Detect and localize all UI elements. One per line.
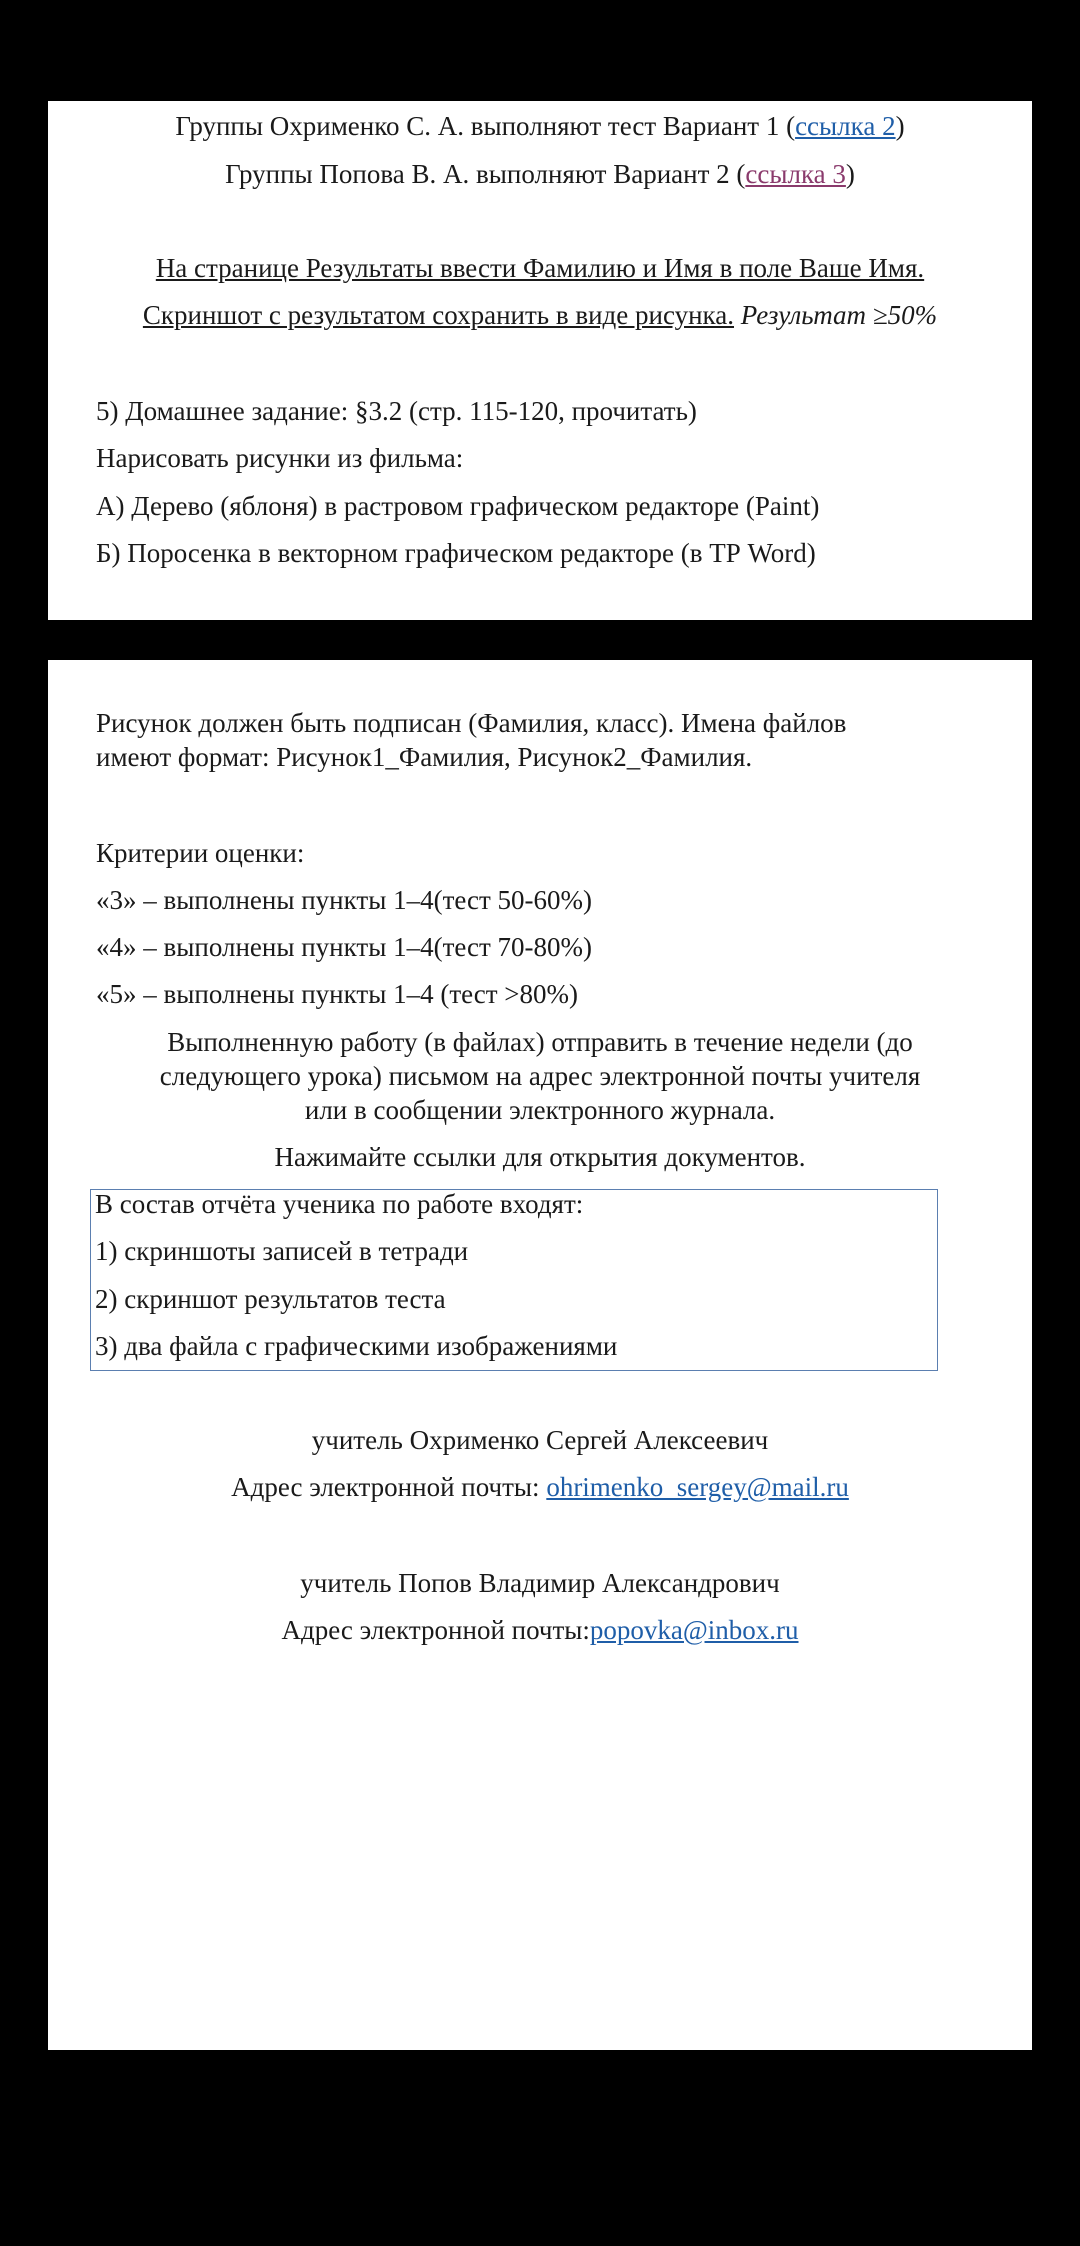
link-2[interactable]: ссылка 2 <box>795 111 896 141</box>
send-instruction-line-3: или в сообщении электронного журнала. <box>304 1095 776 1125</box>
click-links-note: Нажимайте ссылки для открытия документов. <box>274 1142 806 1172</box>
document-page-1 <box>48 101 1032 620</box>
draw-title: Нарисовать рисунки из фильма: <box>96 443 464 473</box>
report-item: 3) два файла с графическими изображениями <box>95 1331 618 1361</box>
teacher-2-email-line: Адрес электронной почты:popovka@inbox.ru <box>281 1615 799 1645</box>
screenshot-instruction: Скриншот с результатом сохранить в виде рисунка. Результат ≥50% <box>142 300 938 330</box>
teacher-1-email-line: Адрес электронной почты: ohrimenko_sergey@mail.ru <box>231 1472 849 1502</box>
criteria-item: «4» – выполнены пункты 1–4(тест 70-80%) <box>96 932 593 962</box>
document-page-2 <box>48 660 1032 2050</box>
signature-note-line-2: имеют формат: Рисунок1_Фамилия, Рисунок2_Фамилия. <box>96 742 753 772</box>
teacher-2-email-link[interactable]: popovka@inbox.ru <box>589 1615 799 1645</box>
teacher-2-name: учитель Попов Владимир Александрович <box>300 1568 780 1598</box>
report-title: В состав отчёта ученика по работе входят: <box>95 1189 584 1219</box>
report-item: 2) скриншот результатов теста <box>95 1284 446 1314</box>
report-contents-box <box>90 1189 938 1371</box>
teacher-1-email-link[interactable]: ohrimenko_sergey@mail.ru <box>546 1472 849 1502</box>
variant-2-line: Группы Попова В. А. выполняют Вариант 2 (ссылка 3) <box>225 159 855 189</box>
criteria-item: «3» – выполнены пункты 1–4(тест 50-60%) <box>96 885 593 915</box>
report-item: 1) скриншоты записей в тетради <box>95 1236 469 1266</box>
results-instruction: На странице Результаты ввести Фамилию и Имя в поле Ваше Имя. <box>155 253 925 283</box>
variant-1-line: Группы Охрименко С. А. выполняют тест Вариант 1 (ссылка 2) <box>175 111 905 141</box>
draw-task-a: А) Дерево (яблоня) в растровом графическом редакторе (Paint) <box>96 491 820 521</box>
signature-note-line-1: Рисунок должен быть подписан (Фамилия, класс). Имена файлов <box>96 708 847 738</box>
link-3[interactable]: ссылка 3 <box>745 159 846 189</box>
send-instruction-line-2: следующего урока) письмом на адрес электронной почты учителя <box>159 1061 921 1091</box>
criteria-title: Критерии оценки: <box>96 838 305 868</box>
draw-task-b: Б) Поросенка в векторном графическом редакторе (в ТР Word) <box>96 538 816 568</box>
teacher-1-name: учитель Охрименко Сергей Алексеевич <box>311 1425 769 1455</box>
criteria-item: «5» – выполнены пункты 1–4 (тест >80%) <box>96 979 579 1009</box>
send-instruction-line-1: Выполненную работу (в файлах) отправить в течение недели (до <box>167 1027 913 1057</box>
homework-line: 5) Домашнее задание: §3.2 (стр. 115-120, прочитать) <box>96 396 697 426</box>
